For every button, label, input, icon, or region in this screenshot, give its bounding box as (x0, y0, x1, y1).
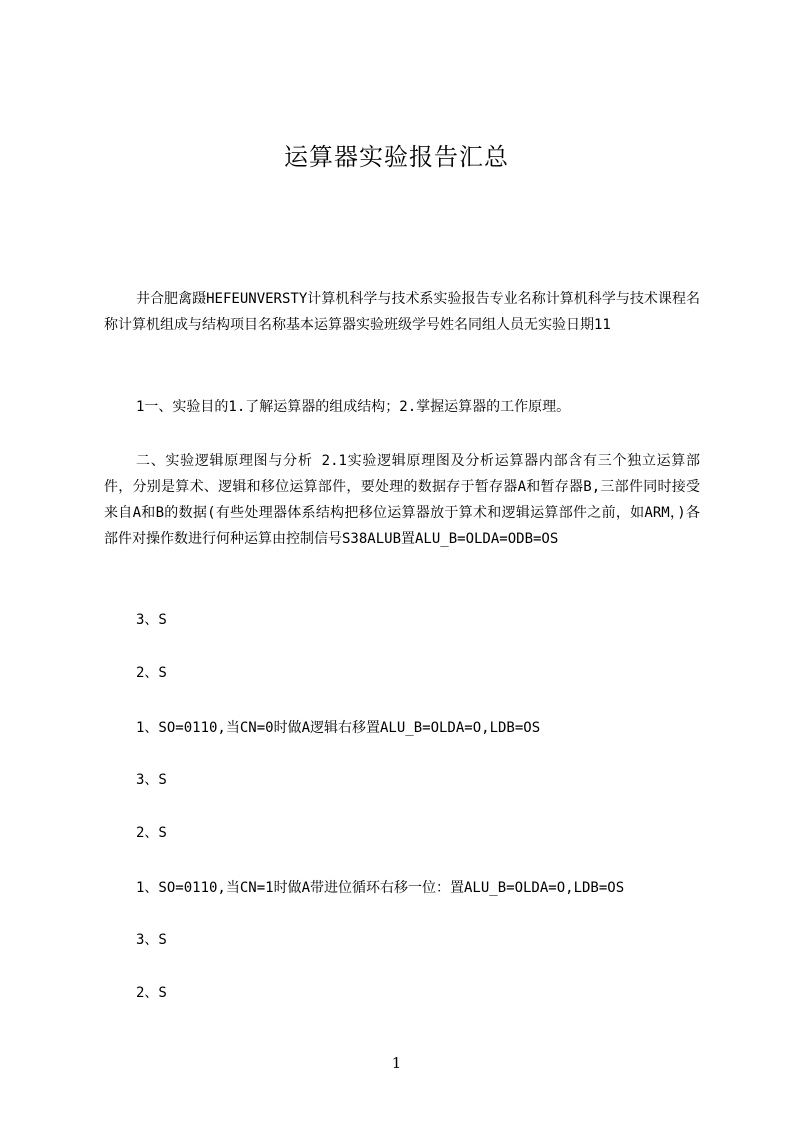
page-number: 1 (391, 1054, 402, 1072)
objective-paragraph: 1一、实验目的1.了解运算器的组成结构；2.掌握运算器的工作原理。 (136, 399, 571, 415)
step-line: 3、S (136, 772, 167, 788)
step-line: 3、S (136, 932, 167, 948)
step-line: 2、S (136, 665, 167, 681)
step-line: 1、SO=0110,当CN=0时做A逻辑右移置ALU_B=OLDA=O,LDB=OS (136, 720, 541, 736)
header-paragraph: 井合肥禽蹑HEFEUNVERSTY计算机科学与技术系实验报告专业名称计算机科学与技术课程名称计算机组成与结构项目名称基本运算器实验班级学号姓名同组人员无实验日期11 (104, 291, 700, 333)
document-title: 运算器实验报告汇总 (284, 143, 509, 171)
step-line: 1、SO=0110,当CN=1时做A带进位循环右移一位：置ALU_B=OLDA=O,LDB=OS (136, 880, 625, 896)
step-line: 2、S (136, 985, 167, 1001)
principle-paragraph: 二、实验逻辑原理图与分析 2.1实验逻辑原理图及分析运算器内部含有三个独立运算部件，分别是算术、逻辑和移位运算部件，要处理的数据存于暂存器A和暂存器B,三部件同时接受来自A和B的数据(有些处理器体系结构把移位运算器放于算术和逻辑运算部件之前，如ARM，)各部件对操作数进行何种运算由控制信号S38ALUB置ALU_B=OLDA=ODB=OS (104, 453, 700, 547)
step-line: 3、S (136, 612, 167, 628)
step-line: 2、S (136, 825, 167, 841)
